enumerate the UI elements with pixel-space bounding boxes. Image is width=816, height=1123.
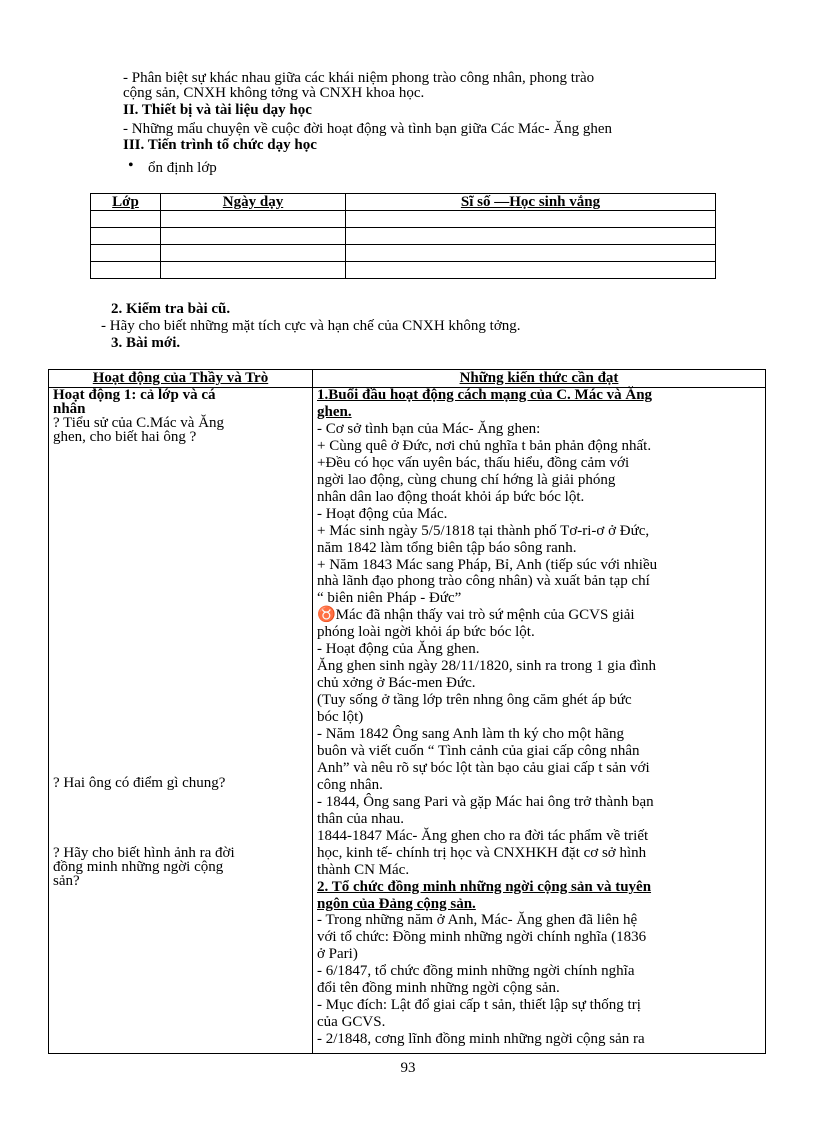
knowledge-line: nhà lãnh đạo phong trào công nhân) và xuất bản tạp chí [317,573,650,589]
intro-line-2: cộng sản, CNXH không tởng và CNXH khoa học. [123,85,425,101]
table-cell [346,228,716,245]
table-cell [346,262,716,279]
knowledge-line: - Trong những năm ở Anh, Mác- Ăng ghen đã liên hệ [317,912,638,928]
knowledge-line: ngời lao động, cùng chung chí hớng là giải phóng [317,472,616,488]
knowledge-line: +Đều có học vấn uyên bác, thấu hiểu, đồng cảm với [317,455,630,471]
activity-line: ghen, cho biết hai ông ? [53,429,197,445]
knowledge-line: thành CN Mác. [317,862,410,878]
page-number: 93 [400,1060,416,1076]
knowledge-line: - Mục đích: Lật đổ giai cấp t sản, thiết lập sự thống trị [317,997,641,1013]
table-row [91,262,716,279]
knowledge-line: năm 1842 làm tổng biên tập báo sông ranh. [317,540,577,556]
knowledge-line: - 6/1847, tổ chức đồng minh những ngời chính nghĩa [317,963,635,979]
activities-column [53,388,308,1053]
attendance-header: Ngày dạy [161,194,346,211]
knowledge-line: 1844-1847 Mác- Ăng ghen cho ra đời tác phẩm về triết [317,828,649,844]
activity-line: nhân [53,401,86,417]
knowledge-heading: ghen. [317,404,352,420]
table-row [91,245,716,262]
knowledge-line: Ăng ghen sinh ngày 28/11/1820, sinh ra trong 1 gia đình [317,658,656,674]
table-cell [91,211,161,228]
table-cell [91,262,161,279]
knowledge-line: ở Pari) [317,946,358,962]
activity-line: ? Hai ông có điểm gì chung? [53,775,226,791]
bullet-icon: • [128,157,134,174]
activity-line: ? Tiểu sử của C.Mác và Ăng [53,415,225,431]
knowledge-column [317,388,761,1053]
table-cell [346,245,716,262]
knowledge-line: - 2/1848, cơng lĩnh đồng minh những ngời cộng sản ra [317,1031,645,1047]
knowledge-line: chủ xởng ở Bác-men Đức. [317,675,476,691]
knowledge-heading: 1.Buổi đầu hoạt động cách mạng của C. Mác và Ăng [317,387,653,403]
attendance-header: Sĩ số —Học sinh vắng [346,194,716,211]
table-cell [91,245,161,262]
attendance-header-row [91,194,716,211]
lesson-header-row [49,370,766,388]
knowledge-line: - Hoạt động của Mác. [317,506,448,522]
table-cell [161,211,346,228]
knowledge-line: - Năm 1842 Ông sang Anh làm th ký cho một hãng [317,726,625,742]
section-2-item: - Những mẩu chuyện về cuộc đời hoạt động và tình bạn giữa Các Mác- Ăng ghen [123,121,613,137]
new-lesson-title: 3. Bài mới. [111,335,181,351]
lesson-table [48,369,766,1054]
knowledge-line: Anh” và nêu rõ sự bóc lột tàn bạo cảu giai cấp t sản với [317,760,650,776]
knowledge-line: buôn và viết cuốn “ Tình cảnh của giai cấp công nhân [317,743,640,759]
knowledge-line: + Mác sinh ngày 5/5/1818 tại thành phố Tơ-ri-ơ ở Đức, [317,523,650,539]
knowledge-line: công nhân. [317,777,383,793]
activity-line: sản? [53,873,80,889]
attendance-header: Lớp [91,194,161,211]
lesson-body-row [49,388,766,1054]
knowledge-line: “ biên niên Pháp - Đức” [317,590,462,606]
table-cell [161,245,346,262]
table-cell [346,211,716,228]
knowledge-line: học, kinh tế- chính trị học và CNXHKH đặt cơ sở hình [317,845,647,861]
review-question: - Hãy cho biết những mặt tích cực và hạn chế của CNXH không tởng. [101,318,521,334]
knowledge-heading: ngôn của Đảng cộng sản. [317,896,476,912]
knowledge-line: - Hoạt động của Ăng ghen. [317,641,480,657]
attendance-table [90,193,716,279]
knowledge-line: của GCVS. [317,1014,386,1030]
knowledge-line: bóc lột) [317,709,364,725]
table-row [91,211,716,228]
knowledge-heading: 2. Tổ chức đồng minh những ngời cộng sản và tuyên [317,879,652,895]
table-cell [161,228,346,245]
activity-line: Hoạt động 1: cả lớp và cá [53,387,216,403]
knowledge-line: đổi tên đồng minh những ngời cộng sản. [317,980,560,996]
section-3-title: III. Tiến trình tổ chức dạy học [123,137,317,153]
knowledge-line: phóng loài ngời khỏi áp bức bóc lột. [317,624,535,640]
knowledge-cell [313,388,766,1054]
bullet-item: ổn định lớp [148,160,217,176]
knowledge-line: (Tuy sống ở tầng lớp trên nhng ông căm ghét áp bức [317,692,632,708]
intro-line-1: - Phân biệt sự khác nhau giữa các khái niệm phong trào công nhân, phong trào [123,70,595,86]
knowledge-line: với tổ chức: Đồng minh những ngời chính nghĩa (1836 [317,929,647,945]
lesson-header-activities: Hoạt động của Thầy và Trò [49,370,313,388]
knowledge-line: thân của nhau. [317,811,405,827]
knowledge-line: + Năm 1843 Mác sang Pháp, Bỉ, Anh (tiếp súc với nhiều [317,557,658,573]
activities-cell [49,388,313,1054]
lesson-header-knowledge: Những kiến thức cần đạt [313,370,766,388]
table-cell [161,262,346,279]
activity-line: ? Hãy cho biết hình ảnh ra đời [53,845,235,861]
knowledge-line: - Cơ sở tình bạn của Mác- Ăng ghen: [317,421,541,437]
section-2-title: II. Thiết bị và tài liệu dạy học [123,102,312,118]
review-title: 2. Kiểm tra bài cũ. [111,301,231,317]
knowledge-line: + Cùng quê ở Đức, nơi chủ nghĩa t bản phản động nhất. [317,438,652,454]
table-row [91,228,716,245]
activity-line: đồng minh những ngời cộng [53,859,224,875]
knowledge-line: ♉Mác đã nhận thấy vai trò sứ mệnh của GCVS giải [317,607,635,623]
knowledge-line: - 1844, Ông sang Pari và gặp Mác hai ông trở thành bạn [317,794,654,810]
table-cell [91,228,161,245]
knowledge-line: nhân dân lao động thoát khỏi áp bức bóc lột. [317,489,585,505]
